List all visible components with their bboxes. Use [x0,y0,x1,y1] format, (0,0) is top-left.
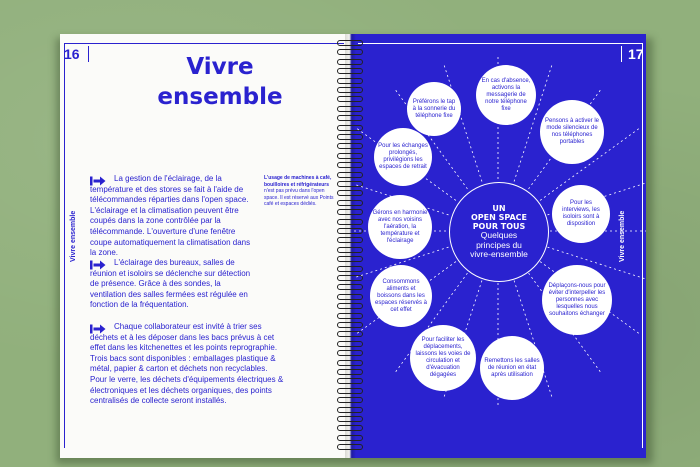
title-line-2: ensemble [157,84,283,110]
hub-line-2: OPEN SPACE [470,213,528,223]
principle-bubble: Consommons aliments et boissons dans les espaces réservés à cet effet [370,265,432,327]
hub-line-3: POUR TOUS [472,222,526,232]
principle-bubble: Gérons en harmonie avec nos voisins l'aération, la température et l'éclairage [368,195,432,259]
principle-bubble: Préférons le tap à la sonnerie du téléphone fixe [407,82,461,136]
sidenote [264,175,334,208]
right-page-number: 17 [621,46,644,62]
principle-bubble: En cas d'absence, activons la messagerie de notre téléphone fixe [476,65,536,125]
paragraph-lighting-text: L'éclairage des bureaux, salles de réunion et isoloirs se déclenche sur détection de présence. Grâce à des sondes, la ventilation des salles fermées est régulée en fonction de la fréquentation. [90,258,251,310]
title-line-1: Vivre [186,54,254,80]
principle-bubble: Pour faciliter les déplacements, laissons les voies de circulation et d'évacuation dégagées [410,325,476,391]
hub-line-1: UN [492,204,506,214]
paragraph-climate-text: La gestion de l'éclairage, de la température et des stores se fait à l'aide de télécommandes réparties dans l'open space. L'éclairage et la climatisation peuvent être coupés dans la zone contrôlée par la télécommande. L'ouverture d'une fenêtre coupe automatiquement la climatisation dans la zone. [90,174,251,258]
left-top-rule [64,43,344,44]
paragraph-climate [90,174,256,259]
left-side-rule [64,43,65,448]
paragraph-waste [90,322,285,407]
left-side-label: Vivre ensemble [70,210,77,262]
principle-bubble: Pensons à activer le mode silencieux de nos téléphones portables [540,100,604,164]
sidenote-bold: L'usage de machines à café, bouilloires et réfrigérateurs [264,175,332,188]
principle-bubble: Déplaçons-nous pour éviter d'interpeller les personnes avec lesquelles nous souhaitons échanger [542,265,612,335]
hub-line-4: Quelques [480,230,518,241]
central-hub [449,182,549,282]
left-page-number: 16 [64,46,89,62]
paragraph-waste-text: Chaque collaborateur est invité à trier ses déchets et à les déposer dans les bacs prévus à cet effet dans les kitchenettes et les points reprographie. Trois bacs sont disponibles : emballages plastique & métal, papier & carton et déchets non recyclables. Pour le verre, les déchets d'équipements électriques & électroniques et les déchets organiques, des points centralisés de collecte seront installés. [90,322,284,406]
principle-bubble: Pour les échanges prolongés, privilégions les espaces de retrait [374,128,432,186]
hub-line-5: principes du [476,239,522,250]
paragraph-lighting [90,258,256,311]
principle-bubble: Pour les interviews, les isoloirs sont à disposition [552,185,610,243]
right-side-label: Vivre ensemble [619,210,626,262]
hub-line-6: vivre-ensemble [470,249,528,260]
sidenote-text: n'est pas prévu dans l'open space. Il est réservé aux Points café et espaces dédiés. [264,188,334,208]
page-title [150,52,290,112]
principle-bubble: Remettons les salles de réunion en état après utilisation [480,336,544,400]
